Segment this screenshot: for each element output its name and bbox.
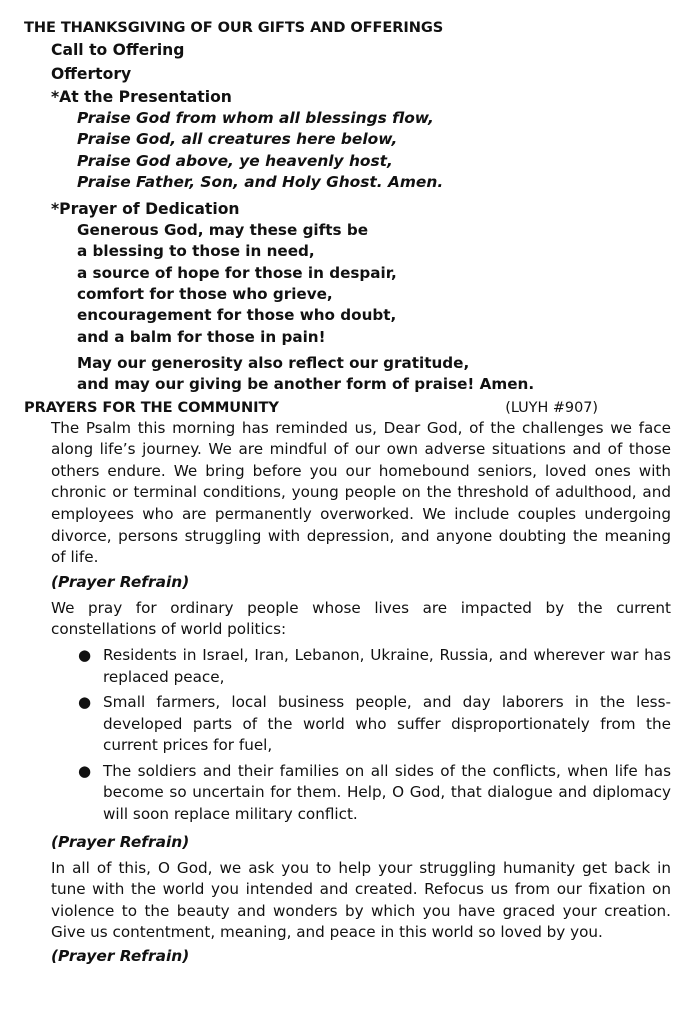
doxology-line: Praise Father, Son, and Holy Ghost. Amen. (77, 172, 444, 191)
prayer-paragraph: We pray for ordinary people whose lives are impacted by the current constellations of world politics: (51, 598, 671, 639)
doxology (77, 108, 674, 193)
prayer-paragraph: In all of this, O God, we ask you to help your struggling humanity get back in tune with the world you intended and created. Refocus us from our fixation on violence to the beauty and wonders by which you have graced your creation. Give us contentment, meaning, and peace in this world so loved by you. (51, 858, 671, 942)
list-item (51, 692, 671, 757)
hymnal-reference: (LUYH #907) (505, 399, 598, 416)
prayer-refrain: (Prayer Refrain) (51, 572, 190, 591)
dedication-line: and a balm for those in pain! (77, 327, 326, 346)
prayer-paragraph: The Psalm this morning has reminded us, Dear God, of the challenges we face along life’s journey. We are mindful of our own adverse situations and of those others endure. We bring before you our homebound seniors, loved ones with chronic or terminal conditions, young people on the threshold of adulthood, and employees who are permanently overworked. We include couples undergoing divorce, persons struggling with depression, and anyone doubting the meaning of life. (51, 418, 671, 567)
doxology-line: Praise God above, ye heavenly host, (77, 151, 393, 170)
dedication-close-line: May our generosity also reflect our gratitude, (77, 353, 470, 372)
offerings-heading: THE THANKSGIVING OF OUR GIFTS AND OFFERINGS (24, 19, 444, 36)
presentation-label: *At the Presentation (51, 88, 232, 106)
community-heading: PRAYERS FOR THE COMMUNITY (24, 398, 279, 416)
doxology-line: Praise God, all creatures here below, (77, 130, 398, 149)
dedication-close-line: and may our giving be another form of praise! Amen. (77, 375, 535, 394)
dedication-line: encouragement for those who doubt, (77, 306, 397, 325)
list-item (51, 761, 671, 826)
bullet-icon: ● (78, 645, 92, 664)
list-item (51, 645, 671, 688)
offertory: Offertory (51, 65, 132, 83)
bullet-icon: ● (78, 761, 92, 780)
dedication-line: Generous God, may these gifts be (77, 221, 369, 240)
prayer-list (51, 645, 671, 826)
bullet-icon: ● (78, 693, 92, 712)
list-item-text: Residents in Israel, Iran, Lebanon, Ukraine, Russia, and wherever war has replaced peace, (103, 645, 671, 686)
call-to-offering: Call to Offering (51, 41, 185, 59)
prayer-refrain: (Prayer Refrain) (51, 947, 190, 966)
dedication-line: a source of hope for those in despair, (77, 263, 397, 282)
dedication-line: a blessing to those in need, (77, 242, 315, 261)
community-prayers (51, 418, 671, 968)
list-item-text: Small farmers, local business people, and day laborers in the less-developed parts of the world who suffer disproportionately from the current prices for fuel, (103, 693, 671, 755)
dedication-line: comfort for those who grieve, (77, 285, 333, 304)
dedication-prayer (77, 220, 674, 395)
dedication-label: *Prayer of Dedication (51, 200, 240, 219)
doxology-line: Praise God from whom all blessings flow, (77, 109, 434, 127)
prayer-refrain: (Prayer Refrain) (51, 832, 190, 851)
list-item-text: The soldiers and their families on all sides of the conflicts, when life has become so uncertain for them. Help, O God, that dialogue and diplomacy will soon replace military conflict. (103, 761, 671, 824)
bulletin-page (24, 17, 674, 968)
community-heading-row (24, 398, 674, 418)
